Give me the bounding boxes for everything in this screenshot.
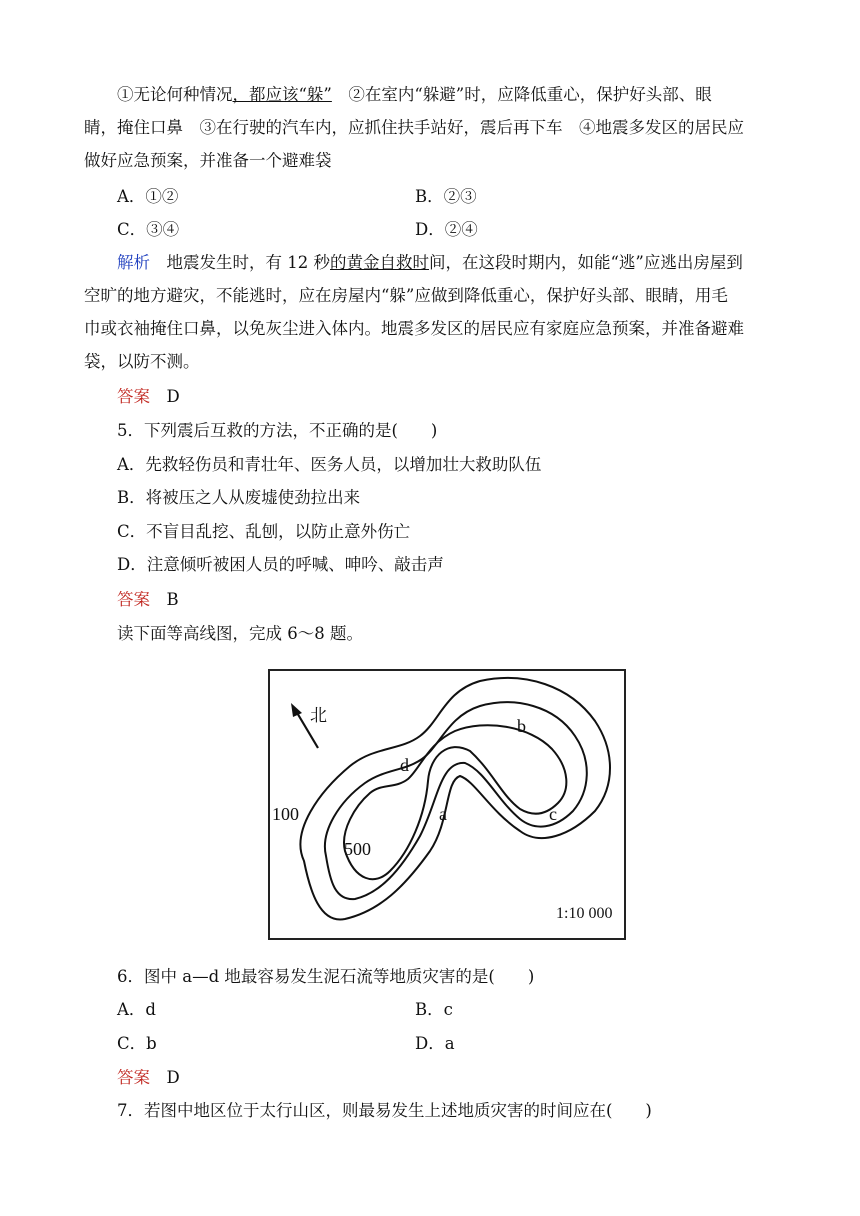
map-intro: 读下面等高线图，完成 6～8 题。 [117,624,363,643]
q6-option-c[interactable]: C．b [117,1034,157,1053]
q4-stem-underlined: ，都应该“躲” [232,85,332,104]
map-scale: 1:10 000 [556,905,613,922]
q4-option-b[interactable]: B．②③ [415,187,477,206]
q5-option-b[interactable]: B．将被压之人从废墟使劲拉出来 [117,488,361,507]
analysis-text: 间，在这段时期内，如能“逃”应逃出房屋到 [429,253,743,272]
north-label: 北 [310,706,327,726]
analysis-text: 地震发生时，有 12 秒 [150,253,330,272]
q5-option-d[interactable]: D．注意倾听被困人员的呼喊、呻吟、敲击声 [117,555,444,574]
q4-stem-line2: 睛，掩住口鼻 ③在行驶的汽车内，应抓住扶手站好，震后再下车 ④地震多发区的居民应 [84,118,744,137]
q4-analysis-line1 [117,246,743,279]
label-a: a [439,804,447,824]
answer-label: 答案 [117,1068,150,1087]
label-500: 500 [344,839,371,859]
q4-option-d[interactable]: D．②④ [415,220,478,239]
north-arrowhead-icon [291,703,302,717]
analysis-underlined: 的黄金自救时 [330,253,429,272]
q5-stem: 5．下列震后互救的方法，不正确的是( ) [117,421,438,440]
analysis-label: 解析 [117,253,150,272]
label-d: d [400,755,409,775]
q4-stem-text: ①无论何种情况 [117,85,233,104]
q4-stem-line1 [117,78,712,111]
label-c: c [549,804,557,824]
q4-stem-line3: 做好应急预案，并准备一个避难袋 [84,151,332,170]
contour-middle [325,702,587,899]
label-100: 100 [272,804,299,824]
contour-500 [344,725,566,879]
q7-stem: 7．若图中地区位于太行山区，则最易发生上述地质灾害的时间应在( ) [117,1101,652,1120]
q4-analysis-line2: 空旷的地方避灾，不能逃时，应在房屋内“躲”应做到降低重心，保护好头部、眼睛，用毛 [84,286,728,305]
q4-analysis-line4: 袋，以防不测。 [84,352,200,371]
q6-option-a[interactable]: A．d [117,1000,156,1019]
q5-option-a[interactable]: A．先救轻伤员和青壮年、医务人员，以增加壮大救助队伍 [117,455,542,474]
answer-value: B [150,590,179,609]
answer-label: 答案 [117,387,150,406]
contour-map [268,669,626,940]
answer-label: 答案 [117,590,150,609]
q4-option-c[interactable]: C．③④ [117,220,180,239]
label-b: b [517,716,526,736]
q6-answer [117,1061,180,1094]
q6-option-d[interactable]: D．a [415,1034,455,1053]
answer-value: D [150,1068,180,1087]
answer-value: D [150,387,180,406]
q6-stem: 6．图中 a—d 地最容易发生泥石流等地质灾害的是( ) [117,967,535,986]
q4-option-a[interactable]: A．①② [117,187,179,206]
q5-answer [117,583,179,616]
q4-answer [117,380,180,413]
q4-stem-text: ②在室内“躲避”时，应降低重心，保护好头部、眼 [331,85,712,104]
q4-analysis-line3: 巾或衣袖掩住口鼻，以免灰尘进入体内。地震多发区的居民应有家庭应急预案，并准备避难 [84,319,744,338]
q6-option-b[interactable]: B．c [415,1000,453,1019]
q5-option-c[interactable]: C．不盲目乱挖、乱刨，以防止意外伤亡 [117,522,411,541]
